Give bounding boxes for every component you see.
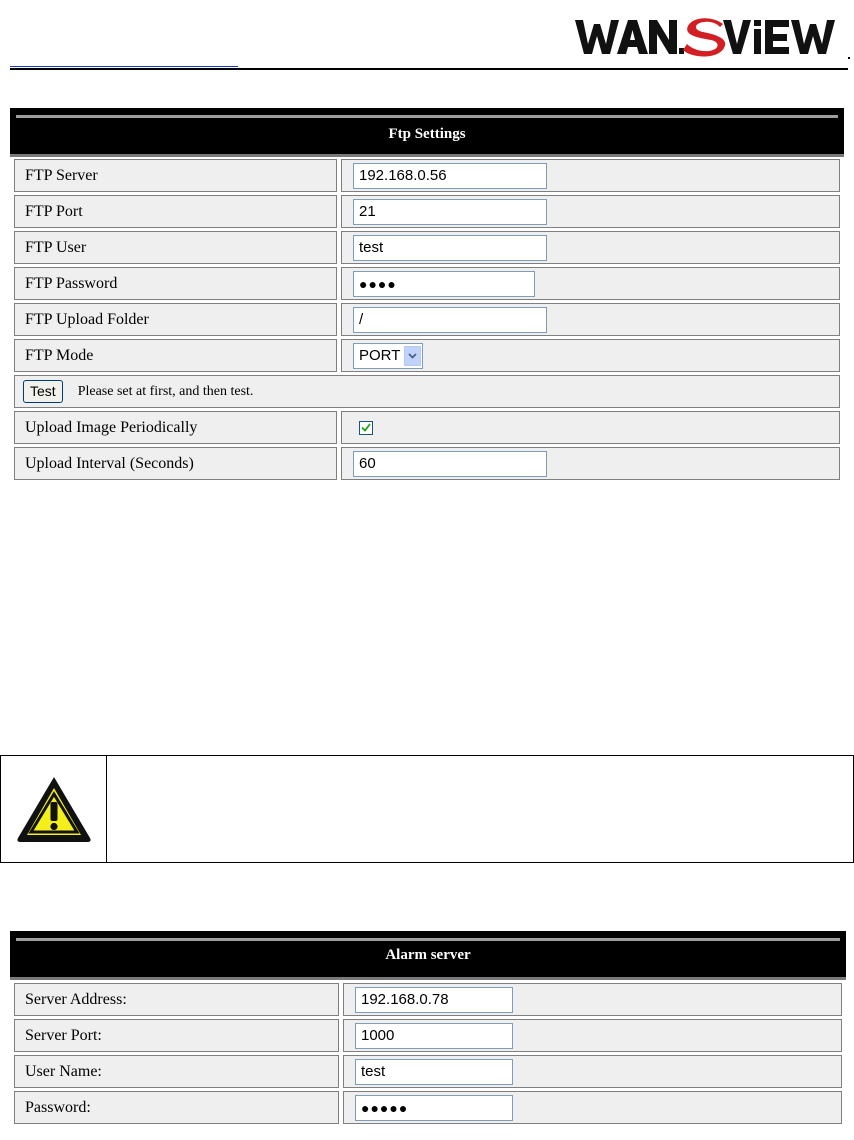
user-name-input[interactable]: test — [355, 1059, 513, 1085]
server-port-label: Server Port: — [14, 1019, 339, 1052]
user-name-row — [14, 1055, 842, 1088]
password-input[interactable]: ●●●●● — [355, 1095, 513, 1121]
panel-title: Alarm server — [385, 947, 471, 963]
ftp-port-row — [14, 195, 840, 228]
ftp-password-input[interactable]: ●●●● — [353, 271, 535, 297]
upload-periodically-checkbox[interactable] — [359, 421, 373, 435]
ftp-mode-select[interactable] — [353, 343, 423, 369]
password-label: Password: — [14, 1091, 339, 1124]
upload-periodically-label: Upload Image Periodically — [14, 411, 337, 444]
wansview-logo — [573, 14, 843, 58]
alarm-server-header — [10, 931, 846, 977]
test-note: Please set at first, and then test. — [77, 383, 254, 399]
server-port-row — [14, 1019, 842, 1052]
panel-title: Ftp Settings — [388, 126, 466, 142]
password-row — [14, 1091, 842, 1124]
ftp-upload-folder-input[interactable]: / — [353, 307, 547, 333]
warning-icon-cell — [1, 756, 107, 862]
warning-icon — [15, 774, 93, 844]
ftp-user-label: FTP User — [14, 231, 337, 264]
user-name-label: User Name: — [14, 1055, 339, 1088]
alarm-server-body — [10, 977, 846, 1140]
upload-interval-input[interactable]: 60 — [353, 451, 547, 477]
alarm-server-panel — [10, 931, 846, 1140]
upload-periodically-row — [14, 411, 840, 444]
ftp-mode-label: FTP Mode — [14, 339, 337, 372]
ftp-mode-row — [14, 339, 840, 372]
header-divider — [10, 68, 848, 70]
checkmark-icon — [361, 423, 371, 432]
upload-interval-label: Upload Interval (Seconds) — [14, 447, 337, 480]
ftp-password-label: FTP Password — [14, 267, 337, 300]
server-address-label: Server Address: — [14, 983, 339, 1016]
server-address-row — [14, 983, 842, 1016]
ftp-server-row — [14, 159, 840, 192]
ftp-settings-body — [10, 154, 844, 497]
ftp-server-input[interactable]: 192.168.0.56 — [353, 163, 547, 189]
ftp-settings-panel — [10, 108, 844, 497]
header-dot — [848, 57, 850, 59]
ftp-port-input[interactable]: 21 — [353, 199, 547, 225]
ftp-mode-value: PORT — [359, 347, 401, 364]
ftp-user-input[interactable]: test — [353, 235, 547, 261]
ftp-upload-folder-label: FTP Upload Folder — [14, 303, 337, 336]
ftp-user-row — [14, 231, 840, 264]
chevron-down-icon[interactable] — [404, 346, 421, 366]
test-button[interactable]: Test — [23, 380, 63, 403]
ftp-test-row — [14, 375, 840, 408]
warning-text-cell — [107, 756, 853, 862]
upload-interval-row — [14, 447, 840, 480]
header-link[interactable] — [10, 50, 238, 67]
warning-box — [0, 755, 854, 863]
server-port-input[interactable]: 1000 — [355, 1023, 513, 1049]
ftp-server-label: FTP Server — [14, 159, 337, 192]
server-address-input[interactable]: 192.168.0.78 — [355, 987, 513, 1013]
ftp-port-label: FTP Port — [14, 195, 337, 228]
ftp-settings-header — [10, 108, 844, 154]
ftp-upload-folder-row — [14, 303, 840, 336]
ftp-password-row — [14, 267, 840, 300]
